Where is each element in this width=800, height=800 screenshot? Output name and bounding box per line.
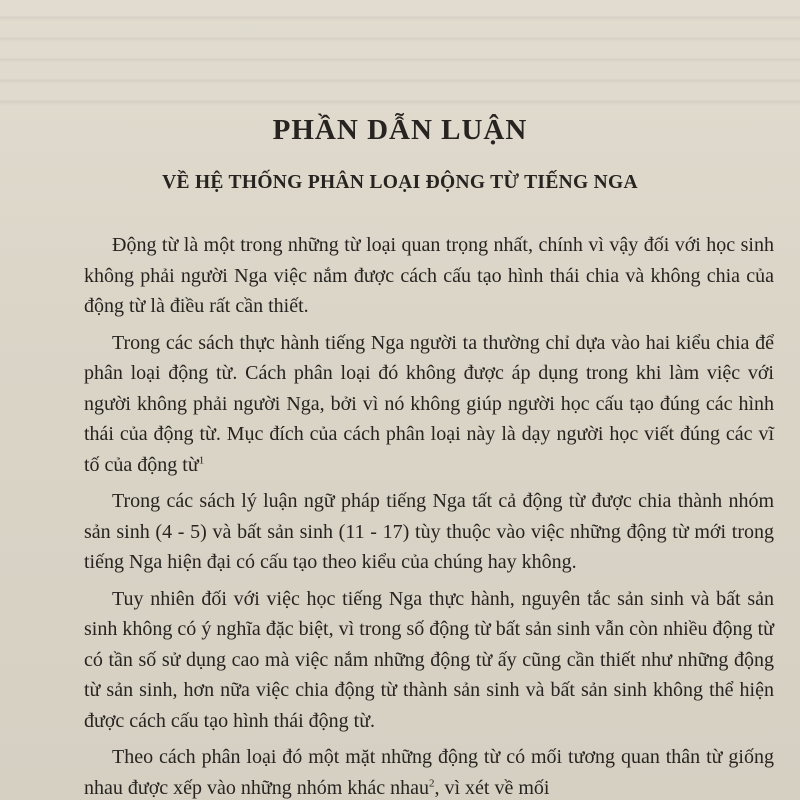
paragraph-4: Tuy nhiên đối với việc học tiếng Nga thực hành, nguyên tắc sản sinh và bất sản sinh không có ý nghĩa đặc biệt, vì trong số động từ bất sản sinh vẫn còn nhiều động từ có tần số sử dụng cao mà việc nắm những động từ ấy cũng cần thiết như những động từ sản sinh, hơn nữa việc chia động từ thành sản sinh và bất sản sinh không thể hiện được cách cấu tạo hình thái động từ. (84, 587, 774, 732)
section-subtitle: VỀ HỆ THỐNG PHÂN LOẠI ĐỘNG TỪ TIẾNG NGA (162, 172, 638, 193)
paragraph-3: Trong các sách lý luận ngữ pháp tiếng Nga tất cả động từ được chia thành nhóm sản sinh (4 - 5) và bất sản sinh (11 - 17) tùy thuộc vào việc những động từ mới trong tiếng Nga hiện đại có cấu tạo theo kiểu của chúng hay không. (84, 490, 774, 573)
paragraph-5-text: Theo cách phân loại đó một mặt những động từ có mối tương quan thân từ giống nhau được xếp vào những nhóm khác nhau (84, 746, 774, 799)
footnote-mark-1: 1 (198, 453, 205, 466)
body-text (84, 230, 774, 800)
paragraph-1: Động từ là một trong những từ loại quan trọng nhất, chính vì vậy đối với học sinh không phải người Nga việc nắm được cách cấu tạo hình thái chia và không chia của động từ là điều rất cần thiết. (84, 234, 774, 317)
bleed-through-text (0, 0, 800, 110)
footnote-mark-2: 2 (428, 776, 435, 789)
paragraph-2 (84, 328, 774, 481)
paragraph-2-text: Trong các sách thực hành tiếng Nga người ta thường chỉ dựa vào hai kiểu chia để phân loại động từ. Cách phân loại đó không được áp dụng trong khi làm việc với người không phải người Nga, bởi vì nó không giúp người học cấu tạo đúng các hình thái của động từ. Mục đích của cách phân loại này là dạy người học viết đúng các vĩ tố của động từ (84, 331, 774, 476)
paragraph-5: Theo cách phân loại đó một mặt những động từ có mối tương quan thân từ giống nhau được xếp vào những nhóm khác nhau$^2$, vì xét về mối (84, 746, 774, 799)
paragraph-5-tail: vì xét về mối (444, 776, 550, 799)
page-title: PHẦN DẪN LUẬN (272, 114, 528, 146)
